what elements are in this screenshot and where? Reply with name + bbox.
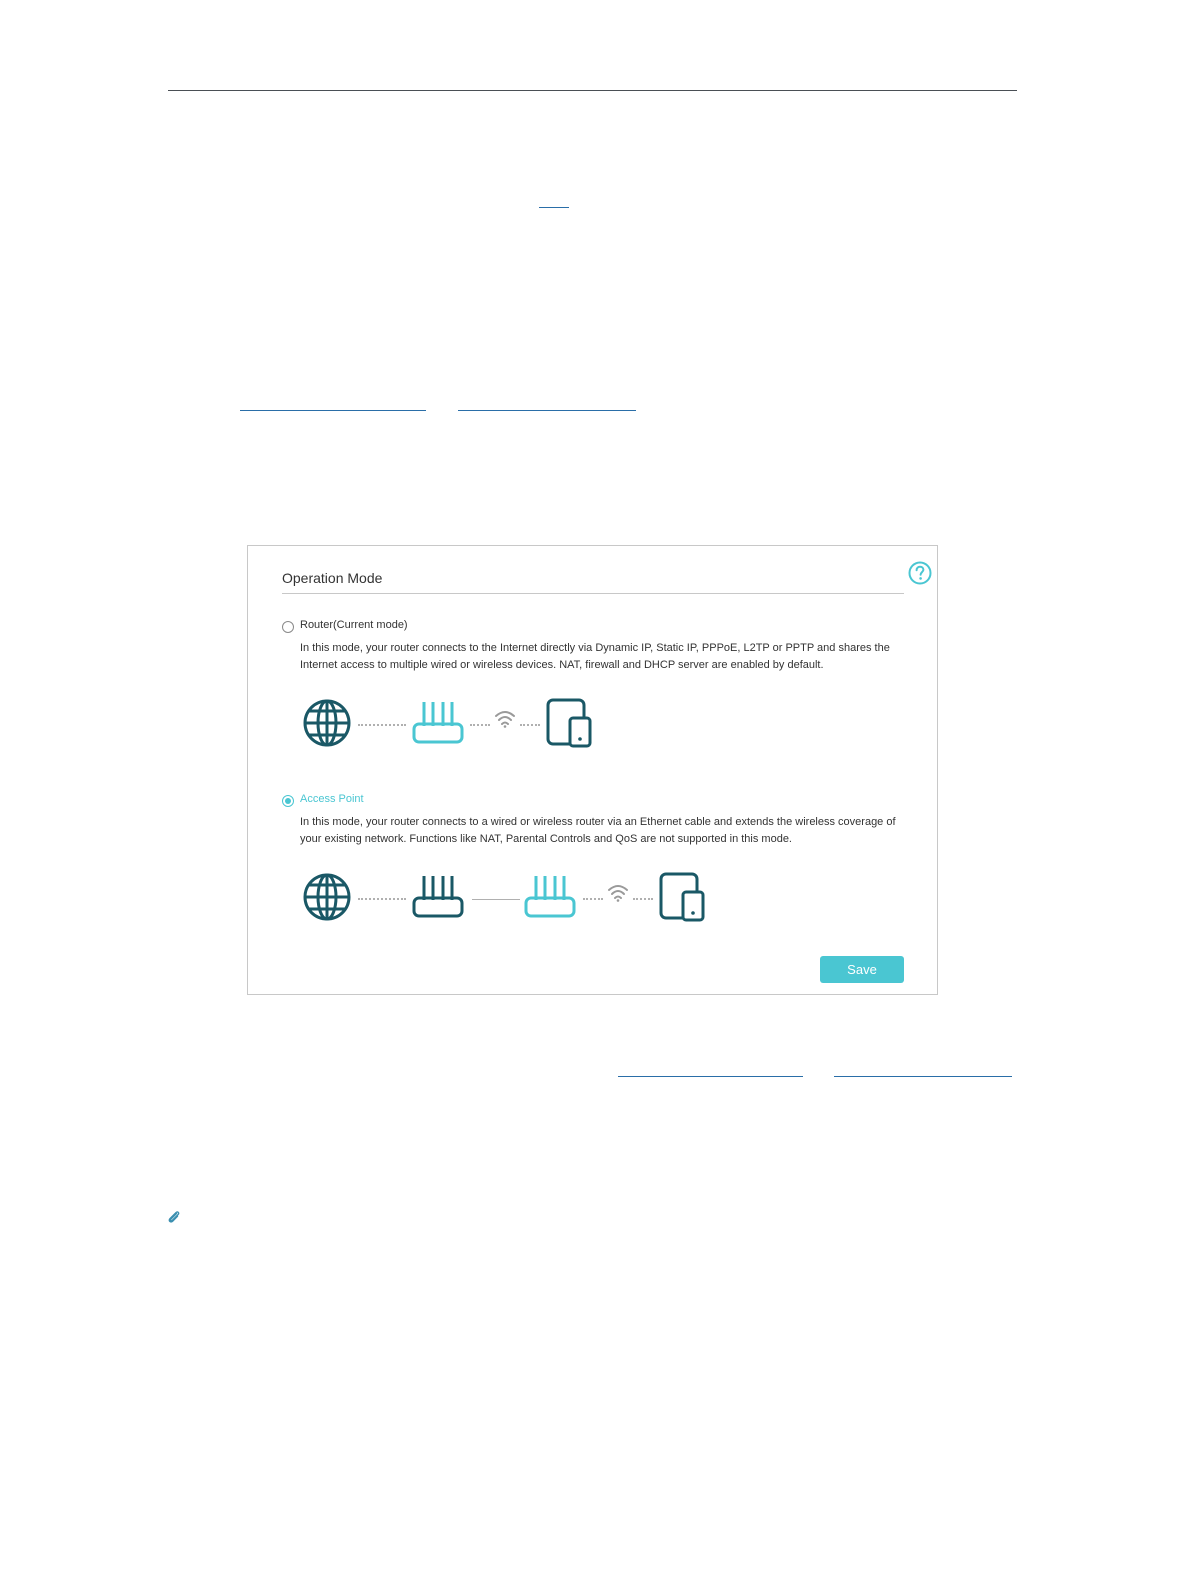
access-point-label[interactable]: Access Point (300, 793, 364, 805)
title-divider (282, 593, 904, 594)
operation-mode-panel (247, 545, 938, 995)
panel-title: Operation Mode (282, 570, 383, 586)
header-rule (168, 90, 1017, 91)
router-icon (412, 698, 464, 746)
router-mode-radio[interactable] (282, 621, 294, 633)
link-underline[interactable] (618, 1076, 803, 1077)
globe-icon (302, 872, 352, 922)
link-underline[interactable] (834, 1076, 1012, 1077)
connection-dots (358, 898, 406, 900)
connection-dots (633, 898, 653, 900)
globe-icon (302, 698, 352, 748)
link-underline[interactable] (539, 207, 569, 208)
router-mode-description: In this mode, your router connects to the Internet directly via Dynamic IP, Static IP, PPPoE, L2TP or PPTP and shares the Internet access to multiple wired or wireless devices. NAT, firewall and DHCP server are enabled by default. (300, 642, 890, 671)
wifi-icon (494, 710, 516, 728)
connection-dots (470, 724, 490, 726)
connection-dots (520, 724, 540, 726)
link-underline[interactable] (240, 410, 426, 411)
tablet-phone-icon (659, 872, 707, 922)
save-button[interactable]: Save (820, 956, 904, 983)
access-point-radio[interactable] (282, 795, 294, 807)
paperclip-icon (167, 1210, 181, 1224)
link-underline[interactable] (458, 410, 636, 411)
router-icon (524, 872, 576, 920)
ethernet-line (472, 899, 520, 900)
tablet-phone-icon (546, 698, 594, 748)
router-mode-diagram (300, 698, 720, 750)
connection-dots (358, 724, 406, 726)
access-point-diagram (300, 872, 740, 924)
router-mode-label[interactable]: Router(Current mode) (300, 619, 408, 631)
access-point-description: In this mode, your router connects to a wired or wireless router via an Ethernet cable and extends the wireless coverage of your existing network. Functions like NAT, Parental Controls and QoS are not supported in this mode. (300, 816, 896, 845)
wifi-icon (607, 884, 629, 902)
main-router-icon (412, 872, 464, 920)
help-circle-icon[interactable] (908, 561, 932, 585)
connection-dots (583, 898, 603, 900)
